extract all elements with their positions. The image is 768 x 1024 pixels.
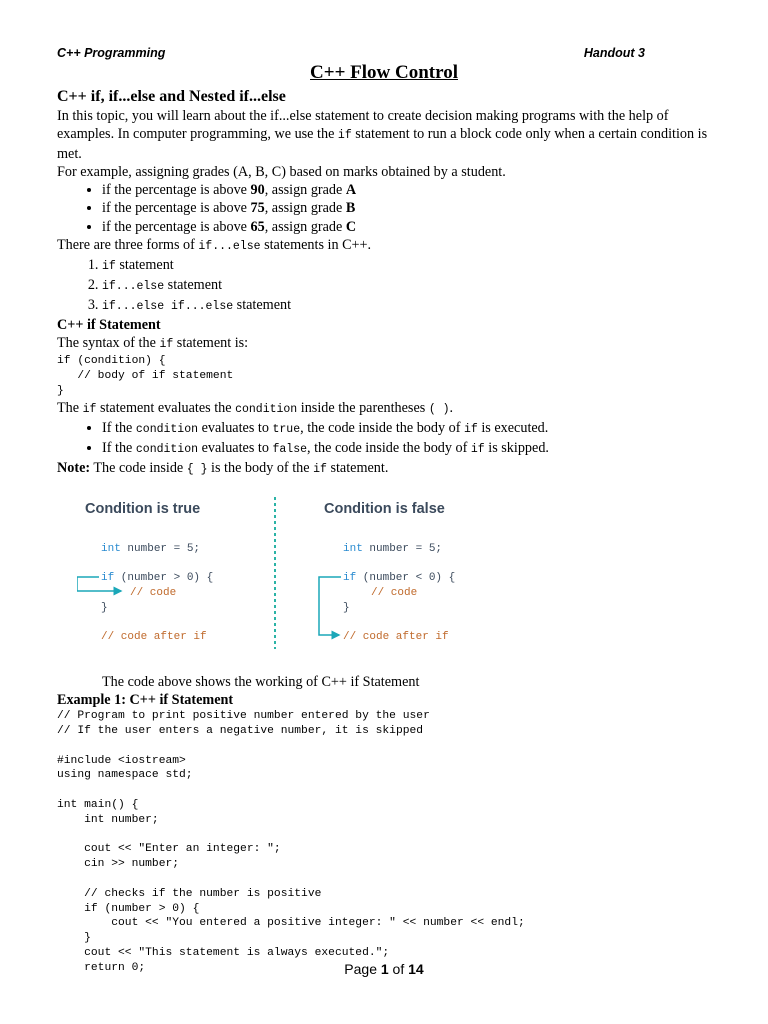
- header-handout: Handout 3: [583, 46, 645, 60]
- grades-list: [57, 181, 717, 235]
- note-paragraph: Note: The code inside { } is the body of the if statement.: [57, 459, 389, 476]
- true-if-line: if (number > 0) {: [101, 571, 214, 584]
- forms-list: [57, 256, 717, 316]
- list-item: • if the percentage is above 90, assign grade A: [102, 181, 717, 199]
- example-code-block: // Program to print positive number entered by the user // If the user enters a negative number, it is skipped #include <iostream> using namespace std; int main() { int number; cout << "Enter an integer: "; cin >> number; // checks if the number is positive if (number > 0) { cout << "You entered a positive integer: " << number << endl; } cout << "This statement is always executed."; return 0;: [57, 710, 525, 974]
- evaluation-paragraph: The if statement evaluates the condition inside the parentheses ( ).: [57, 399, 454, 416]
- condition-false-title: Condition is false: [324, 500, 445, 517]
- list-item: 3. if...else if...else statement: [102, 296, 717, 316]
- true-declaration: int number = 5;: [101, 542, 201, 555]
- example-paragraph: For example, assigning grades (A, B, C) based on marks obtained by a student.: [57, 164, 506, 181]
- list-item: 2. if...else statement: [102, 276, 717, 296]
- false-close-brace: }: [343, 601, 350, 614]
- false-flow-arrow: [319, 577, 341, 635]
- list-item: • If the condition evaluates to true, the code inside the body of if is executed.: [102, 419, 717, 439]
- page-footer: Page 1 of 14: [344, 961, 424, 977]
- syntax-code-block: if (condition) { // body of if statement }: [57, 355, 234, 397]
- syntax-paragraph: The syntax of the if statement is:: [57, 335, 249, 352]
- if-statement-diagram: [77, 493, 497, 661]
- true-code-comment: // code: [130, 586, 177, 599]
- false-if-line: if (number < 0) {: [343, 571, 456, 584]
- example-heading: Example 1: C++ if Statement: [57, 692, 234, 709]
- section-heading: C++ if, if...else and Nested if...else: [57, 88, 286, 105]
- true-close-brace: }: [101, 601, 108, 614]
- forms-intro: There are three forms of if...else statements in C++.: [57, 236, 372, 253]
- false-declaration: int number = 5;: [343, 542, 443, 555]
- list-item: • If the condition evaluates to false, the code inside the body of if is skipped.: [102, 439, 717, 459]
- false-after-comment: // code after if: [343, 630, 449, 643]
- header-course: C++ Programming: [57, 46, 166, 60]
- document-body: [57, 87, 717, 976]
- condition-list: [57, 419, 717, 459]
- page-title: C++ Flow Control: [310, 62, 458, 83]
- list-item: 1. if statement: [102, 256, 717, 276]
- list-item: • if the percentage is above 65, assign grade C: [102, 218, 717, 236]
- intro-paragraph: In this topic, you will learn about the if...else statement to create decision making programs with the help of examples. In computer programming, we use the if statement to run a block code only when a certain condition is met.: [57, 108, 708, 163]
- list-item: • if the percentage is above 75, assign grade B: [102, 199, 717, 217]
- diagram-caption: The code above shows the working of C++ if Statement: [102, 673, 420, 690]
- if-statement-heading: C++ if Statement: [57, 317, 161, 334]
- true-after-comment: // code after if: [101, 630, 207, 643]
- diagram-svg: [77, 493, 497, 661]
- false-code-comment: // code: [371, 586, 418, 599]
- condition-true-title: Condition is true: [85, 500, 201, 517]
